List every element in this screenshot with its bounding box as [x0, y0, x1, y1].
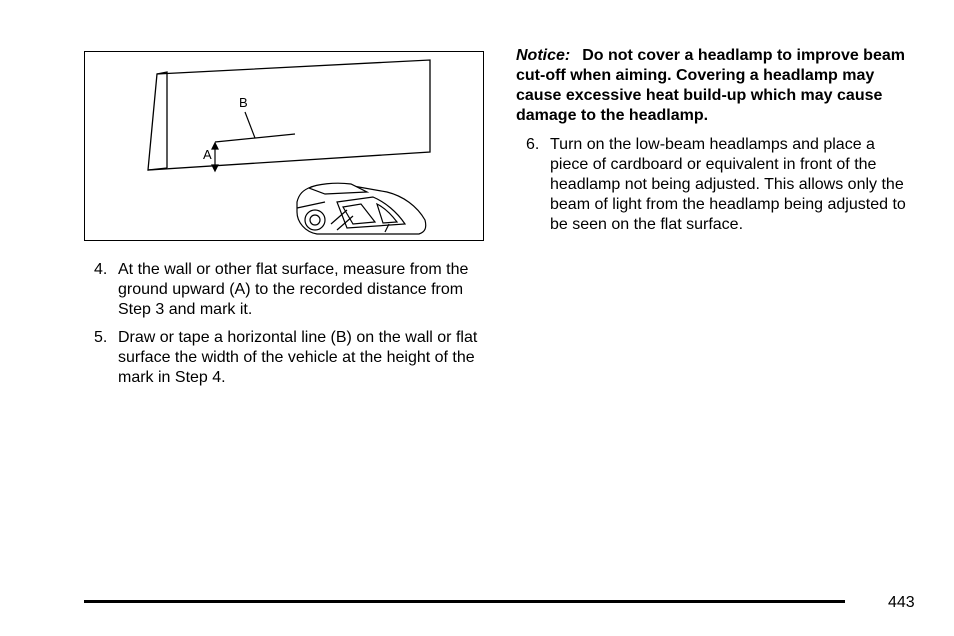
steps-list-right: [516, 135, 911, 243]
label-b: B: [239, 95, 248, 110]
wall-drawing: [148, 60, 430, 170]
step-number: 4.: [94, 261, 108, 278]
step-text: Draw or tape a horizontal line (B) on the wall or flat surface the width of the vehicle at the height of the mark in Step 4.: [118, 329, 478, 386]
step-5: [84, 328, 479, 388]
notice-label: Notice:: [516, 47, 571, 64]
step-text: At the wall or other flat surface, measure from the ground upward (A) to the recorded distance from Step 3 and mark it.: [118, 261, 469, 318]
step-number: 6.: [526, 136, 540, 153]
step-6: [516, 135, 911, 235]
steps-list-left: [84, 260, 479, 396]
notice-text: Do not cover a headlamp to improve beam cut-off when aiming. Covering a headlamp may cause excessive heat build-up which may cause damage to the headlamp.: [516, 47, 905, 124]
notice-block: [516, 46, 916, 126]
step-4: [84, 260, 479, 320]
label-a: A: [203, 147, 212, 162]
step-text: Turn on the low-beam headlamps and place a piece of cardboard or equivalent in front of the headlamp not being adjusted. This allows only the beam of light from the headlamp being adjusted to be seen on the flat surface.: [550, 136, 906, 233]
footer-rule: [84, 600, 845, 603]
car-drawing: [297, 183, 426, 234]
wall-and-vehicle-illustration: [85, 52, 485, 242]
page-number: 443: [888, 594, 915, 611]
headlamp-aiming-figure: [84, 51, 484, 241]
step-number: 5.: [94, 329, 108, 346]
